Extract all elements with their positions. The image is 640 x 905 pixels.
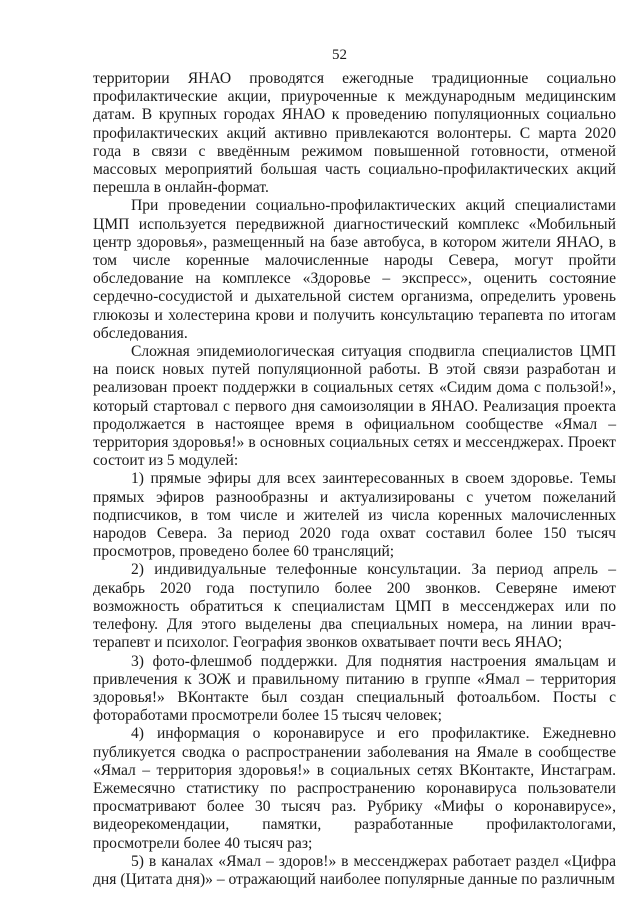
list-item-photo-flashmob: 3) фото-флешмоб поддержки. Для поднятия настроения ямальцам и привлечения к ЗОЖ и правильному питанию в группе «Ямал – территория здоровья!» ВКонтакте был создан специальный фотоальбом. Посты с фотоработами просмотрели более 15 тысяч человек; bbox=[93, 652, 616, 725]
list-item-phone-consultations: 2) индивидуальные телефонные консультации. За период апрель – декабрь 2020 года поступило более 200 звонков. Северяне имеют возможность обратиться к специалистам ЦМП в мессенджерах или по телефону. Для этого выделены два специальных номера, на линии врач-терапевт и психолог. География звонков охватывает почти весь ЯНАО; bbox=[93, 561, 616, 652]
paragraph-mobile-health-center: При проведении социально-профилактических акций специалистами ЦМП используется передвижной диагностический комплекс «Мобильный центр здоровья», размещенный на базе автобуса, в котором жители ЯНАО, в том числе коренные малочисленные народы Севера, могут пройти обследование на комплексе «Здоровье – экспресс», оценить состояние сердечно-сосудистой и дыхательной систем организма, определить уровень глюкозы и холестерина крови и получить консультацию терапевта по итогам обследования. bbox=[93, 197, 616, 342]
paragraph-continuation: территории ЯНАО проводятся ежегодные традиционные социально профилактические акции, приуроченные к международным медицинским датам. В крупных городах ЯНАО к проведению популяционных социально профилактических акций активно привлекаются волонтеры. С марта 2020 года в связи с введённым режимом повышенной готовности, отменой массовых мероприятий большая часть социально-профилактических акций перешла в онлайн-формат. bbox=[93, 70, 616, 197]
list-item-coronavirus-info: 4) информация о коронавирусе и его профилактике. Ежедневно публикуется сводка о распространении заболевания на Ямале в сообществе «Ямал – территория здоровья!» в социальных сетях ВКонтакте, Инстаграм. Ежемесячно статистику по распространению коронавируса пользователи просматривают более 30 тысяч раз. Рубрику «Мифы о коронавирусе», видеорекомендации, памятки, разработанные профилактологами, просмотрели более 40 тысяч раз; bbox=[93, 725, 616, 852]
body-text bbox=[93, 70, 616, 889]
page-number: 52 bbox=[332, 47, 347, 63]
list-item-digit-of-day: 5) в каналах «Ямал – здоров!» в мессенджерах работает раздел «Цифра дня (Цитата дня)» – отражающий наиболее популярные данные по различным bbox=[93, 852, 616, 888]
list-item-live-streams: 1) прямые эфиры для всех заинтересованных в своем здоровье. Темы прямых эфиров разнообразны и актуализированы с учетом пожеланий подписчиков, в том числе и жителей из числа коренных малочисленных народов Севера. За период 2020 года охват составил более 150 тысяч просмотров, проведено более 60 трансляций; bbox=[93, 470, 616, 561]
paragraph-social-project: Сложная эпидемиологическая ситуация сподвигла специалистов ЦМП на поиск новых путей популяционной работы. В этой связи разработан и реализован проект поддержки в социальных сетях «Сидим дома с пользой!», который стартовал с первого дня самоизоляции в ЯНАО. Реализация проекта продолжается в настоящее время в официальном сообществе «Ямал – территория здоровья!» в основных социальных сетях и мессенджерах. Проект состоит из 5 модулей: bbox=[93, 343, 616, 470]
